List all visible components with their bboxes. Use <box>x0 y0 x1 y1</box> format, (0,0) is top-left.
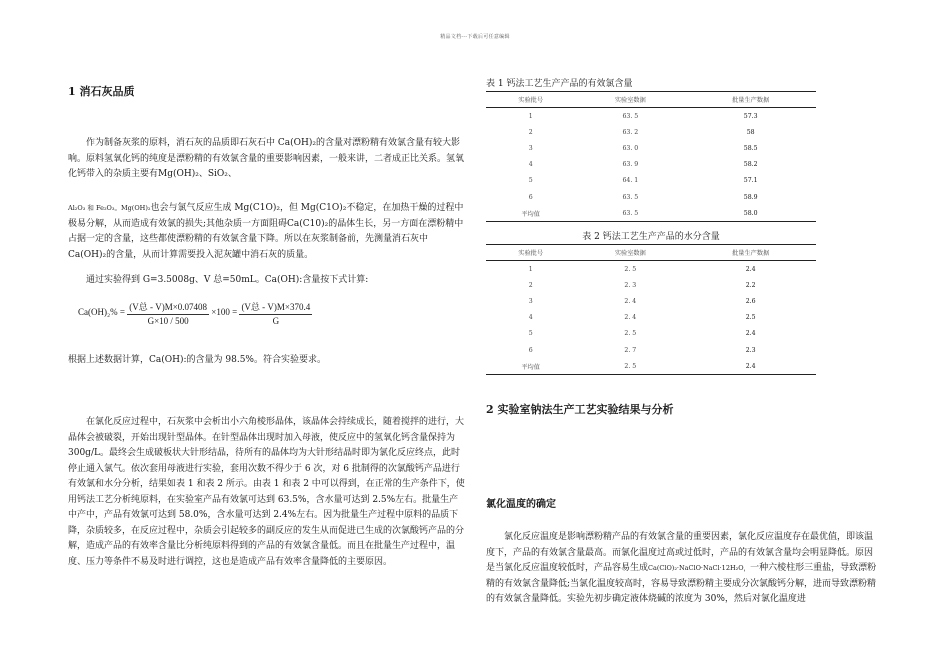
paragraph-impurities <box>68 201 466 263</box>
table-cell: 2. 3 <box>624 281 637 289</box>
impurity-formula-small: Al₂O₃ 和 Fe₂O₃。Mg(OH)₂ <box>68 204 151 212</box>
table-cell: 1 <box>528 265 533 273</box>
table-cell: 2 <box>528 281 533 289</box>
table-cell: 2. 7 <box>624 346 637 354</box>
table-cell: 63. 0 <box>622 144 639 152</box>
table-row <box>486 124 816 140</box>
table-cell: 63. 2 <box>622 128 639 136</box>
table-2-moisture <box>486 229 816 375</box>
table-cell: 2 <box>528 128 533 136</box>
table-cell: 2. 5 <box>575 358 685 375</box>
paragraph-chlorination-temperature <box>486 530 880 608</box>
table-cell: 63. 5 <box>622 112 639 120</box>
table-row <box>486 342 816 358</box>
table-2-header-row <box>486 245 816 261</box>
table-cell: 63. 5 <box>622 193 639 201</box>
table-cell: 6 <box>528 346 533 354</box>
table-cell: 2.3 <box>745 346 756 354</box>
impurity-text: 也会与氯气反应生成 Mg(C1O)₂，但 Mg(C1O)₂不稳定，在加热干燥的过程中极易分解，从而造成有效氯的损失;其他杂质一方面阻碍Ca(C10)₂的晶体生长，另一方面在漂粉精中占据一定的含量，这些都使漂粉精的有效氯含量下降。所以在灰浆制备前，先测量消石灰中 Ca(OH)₂的含量，从而计算需要投入泥灰罐中消石灰的质量。 <box>68 203 464 260</box>
formula-denominator-2: G <box>272 316 280 326</box>
formula-numerator-2: (V总 - V)M×370.4 <box>239 300 312 315</box>
table-cell: 6 <box>528 193 533 201</box>
table-cell: 58 <box>746 128 755 136</box>
table-cell: 63. 9 <box>622 161 639 169</box>
table-cell: 2.6 <box>745 297 756 305</box>
paragraph-result: 根据上述数据计算，Ca(OH):的含量为 98.5%。符合实验要求。 <box>68 355 326 365</box>
table-cell: 3 <box>528 144 533 152</box>
formula-numerator-1: (V总 - V)M×0.07408 <box>127 300 209 315</box>
temp-text-2: 一种六棱柱形三重盐，导致漂粉精的有效氯含量降低;当氯化温度较高时，容易导致漂粉精主要成分次氯酸钙分解，进而导致漂粉精的有效氯含量降低。实验先初步确定液体烧碱的浓度为 30%，然后对氯化温度进 <box>486 563 877 604</box>
table-row <box>486 108 816 125</box>
table-cell: 58.2 <box>743 161 758 169</box>
table-cell: 3 <box>528 297 533 305</box>
table-cell: 58.0 <box>685 205 816 222</box>
table-1-header-mass: 批量生产数据 <box>685 92 816 108</box>
table-cell: 57.3 <box>743 112 758 120</box>
section-1-title: 1 消石灰品质 <box>68 85 135 98</box>
table-row <box>486 261 816 278</box>
table-cell: 1 <box>528 112 533 120</box>
page-header: 精品文档---下载后可任意编辑 <box>440 34 510 40</box>
table-cell: 58.9 <box>743 193 758 201</box>
table-1-caption: 表 1 钙法工艺生产产品的有效氯含量 <box>486 79 633 89</box>
table-cell: 2.4 <box>745 330 756 338</box>
table-cell: 2.2 <box>745 281 756 289</box>
table-cell: 64. 1 <box>622 177 639 185</box>
table-2-header-batch: 实验批号 <box>486 245 575 261</box>
table-cell: 平均值 <box>486 358 575 375</box>
formula-fraction-2 <box>239 300 312 326</box>
formula-middle: ×100 = <box>211 307 238 318</box>
formula-fraction-1 <box>127 300 209 326</box>
table-cell: 2. 4 <box>624 297 637 305</box>
table-cell: 2.4 <box>745 265 756 273</box>
paragraph-chlorination-process: 在氯化反应过程中，石灰浆中会析出小六角棱形晶体，该晶体会持续成长，随着搅拌的进行，大晶体会被破裂，开始出现针型晶体。在针型晶体出现时加入母液，使反应中的氢氧化钙含量保持为 300g/L。最终会生成破板状大针形结晶，待所有的晶体均为大针形结晶时即为氯化反应终点，此时停止通入氯气。依次套用母液进行实验，套用次数不得少于 6 次，对 6 批制得的次氯酸钙产品进行有效氯和水分分析，结果如表 1 和表 2 所示。由表 1 和表 2 中可以得到，在正常的生产条件下，使用钙法工艺分析纯原料，在实验室产品有效氯可达到 63.5%，含水量可达到 2.5%左右。批量生产中产中，产品有效氯可达到 58.0%，含水量可达到 2.4%左右。因为批量生产过程中原料的品质下降，杂质较多，在反应过程中，杂质会引起较多的副反应的发生从而促进已生成的次氯酸钙产品的分解，造成产品的有效率含量比分析纯原料得到的产品的有效氯含量低。而且在批量生产过程中，温度、压力等条件不易及时进行调控，这也是造成产品有效率含量降低的主要原因。 <box>68 417 465 567</box>
table-row <box>486 310 816 326</box>
table-1-effective-chlorine <box>486 76 816 222</box>
subsection-title-chlorination-temp: 氯化温度的确定 <box>486 499 556 510</box>
table-cell: 5 <box>528 330 533 338</box>
table-row <box>486 140 816 156</box>
section-2-title: 2 实验室钠法生产工艺实验结果与分析 <box>486 403 674 416</box>
table-row <box>486 277 816 293</box>
table-cell: 2. 4 <box>624 314 637 322</box>
table-1-header-batch: 实验批号 <box>486 92 575 108</box>
table-row <box>486 293 816 309</box>
table-cell: 4 <box>528 314 533 322</box>
paragraph-experiment-data: 通过实验得到 G=3.5008g、V 总=50mL。Ca(OH):含量按下式计算: <box>86 275 369 285</box>
paragraph-lime-quality-intro: 作为制备灰浆的原料，消石灰的品质即石灰石中 Ca(OH)₂的含量对漂粉精有效氯含量有较大影响。原料氢氧化钙的纯度是漂粉精的有效氯含量的重要影响因素，一般来讲，二者成正比关系。氢氧化钙带入的杂质主要有Mg(OH)₂、SiO₂、 <box>68 138 465 179</box>
table-2-header-mass: 批量生产数据 <box>685 245 816 261</box>
table-cell: 63. 5 <box>575 205 685 222</box>
table-cell: 2.5 <box>745 314 756 322</box>
formula-caoh2 <box>78 300 312 326</box>
table-cell: 平均值 <box>486 205 575 222</box>
table-1-header-lab: 实验室数据 <box>575 92 685 108</box>
table-cell: 5 <box>528 177 533 185</box>
table-row-average <box>486 205 816 222</box>
formula-denominator-1: G×10 / 500 <box>147 316 189 326</box>
table-2-header-lab: 实验室数据 <box>575 245 685 261</box>
table-row <box>486 173 816 189</box>
table-cell: 4 <box>528 161 533 169</box>
table-1-header-row <box>486 92 816 108</box>
table-row <box>486 326 816 342</box>
table-2-caption: 表 2 钙法工艺生产产品的水分含量 <box>582 232 720 242</box>
table-cell: 2. 5 <box>624 265 637 273</box>
formula-lhs: Ca(OH)₂% = <box>78 307 125 318</box>
table-cell: 2.4 <box>685 358 816 375</box>
table-row <box>486 189 816 205</box>
triple-salt-formula: Ca(ClO)₂·NaClO·NaCl·12H₂O， <box>648 564 751 572</box>
table-row-average <box>486 358 816 375</box>
table-cell: 58.5 <box>743 144 758 152</box>
table-cell: 2. 5 <box>624 330 637 338</box>
table-row <box>486 157 816 173</box>
temp-text-1: 氯化反应温度是影响漂粉精产品的有效氯含量的重要因素，氯化反应温度存在最优值，即该温度下，产品的有效氯含量最高。而氯化温度过高或过低时，产品的有效氯含量均会明显降低。原因是当氯化反应温度较低时，产品容易生成 <box>486 532 874 573</box>
table-cell: 57.1 <box>743 177 758 185</box>
